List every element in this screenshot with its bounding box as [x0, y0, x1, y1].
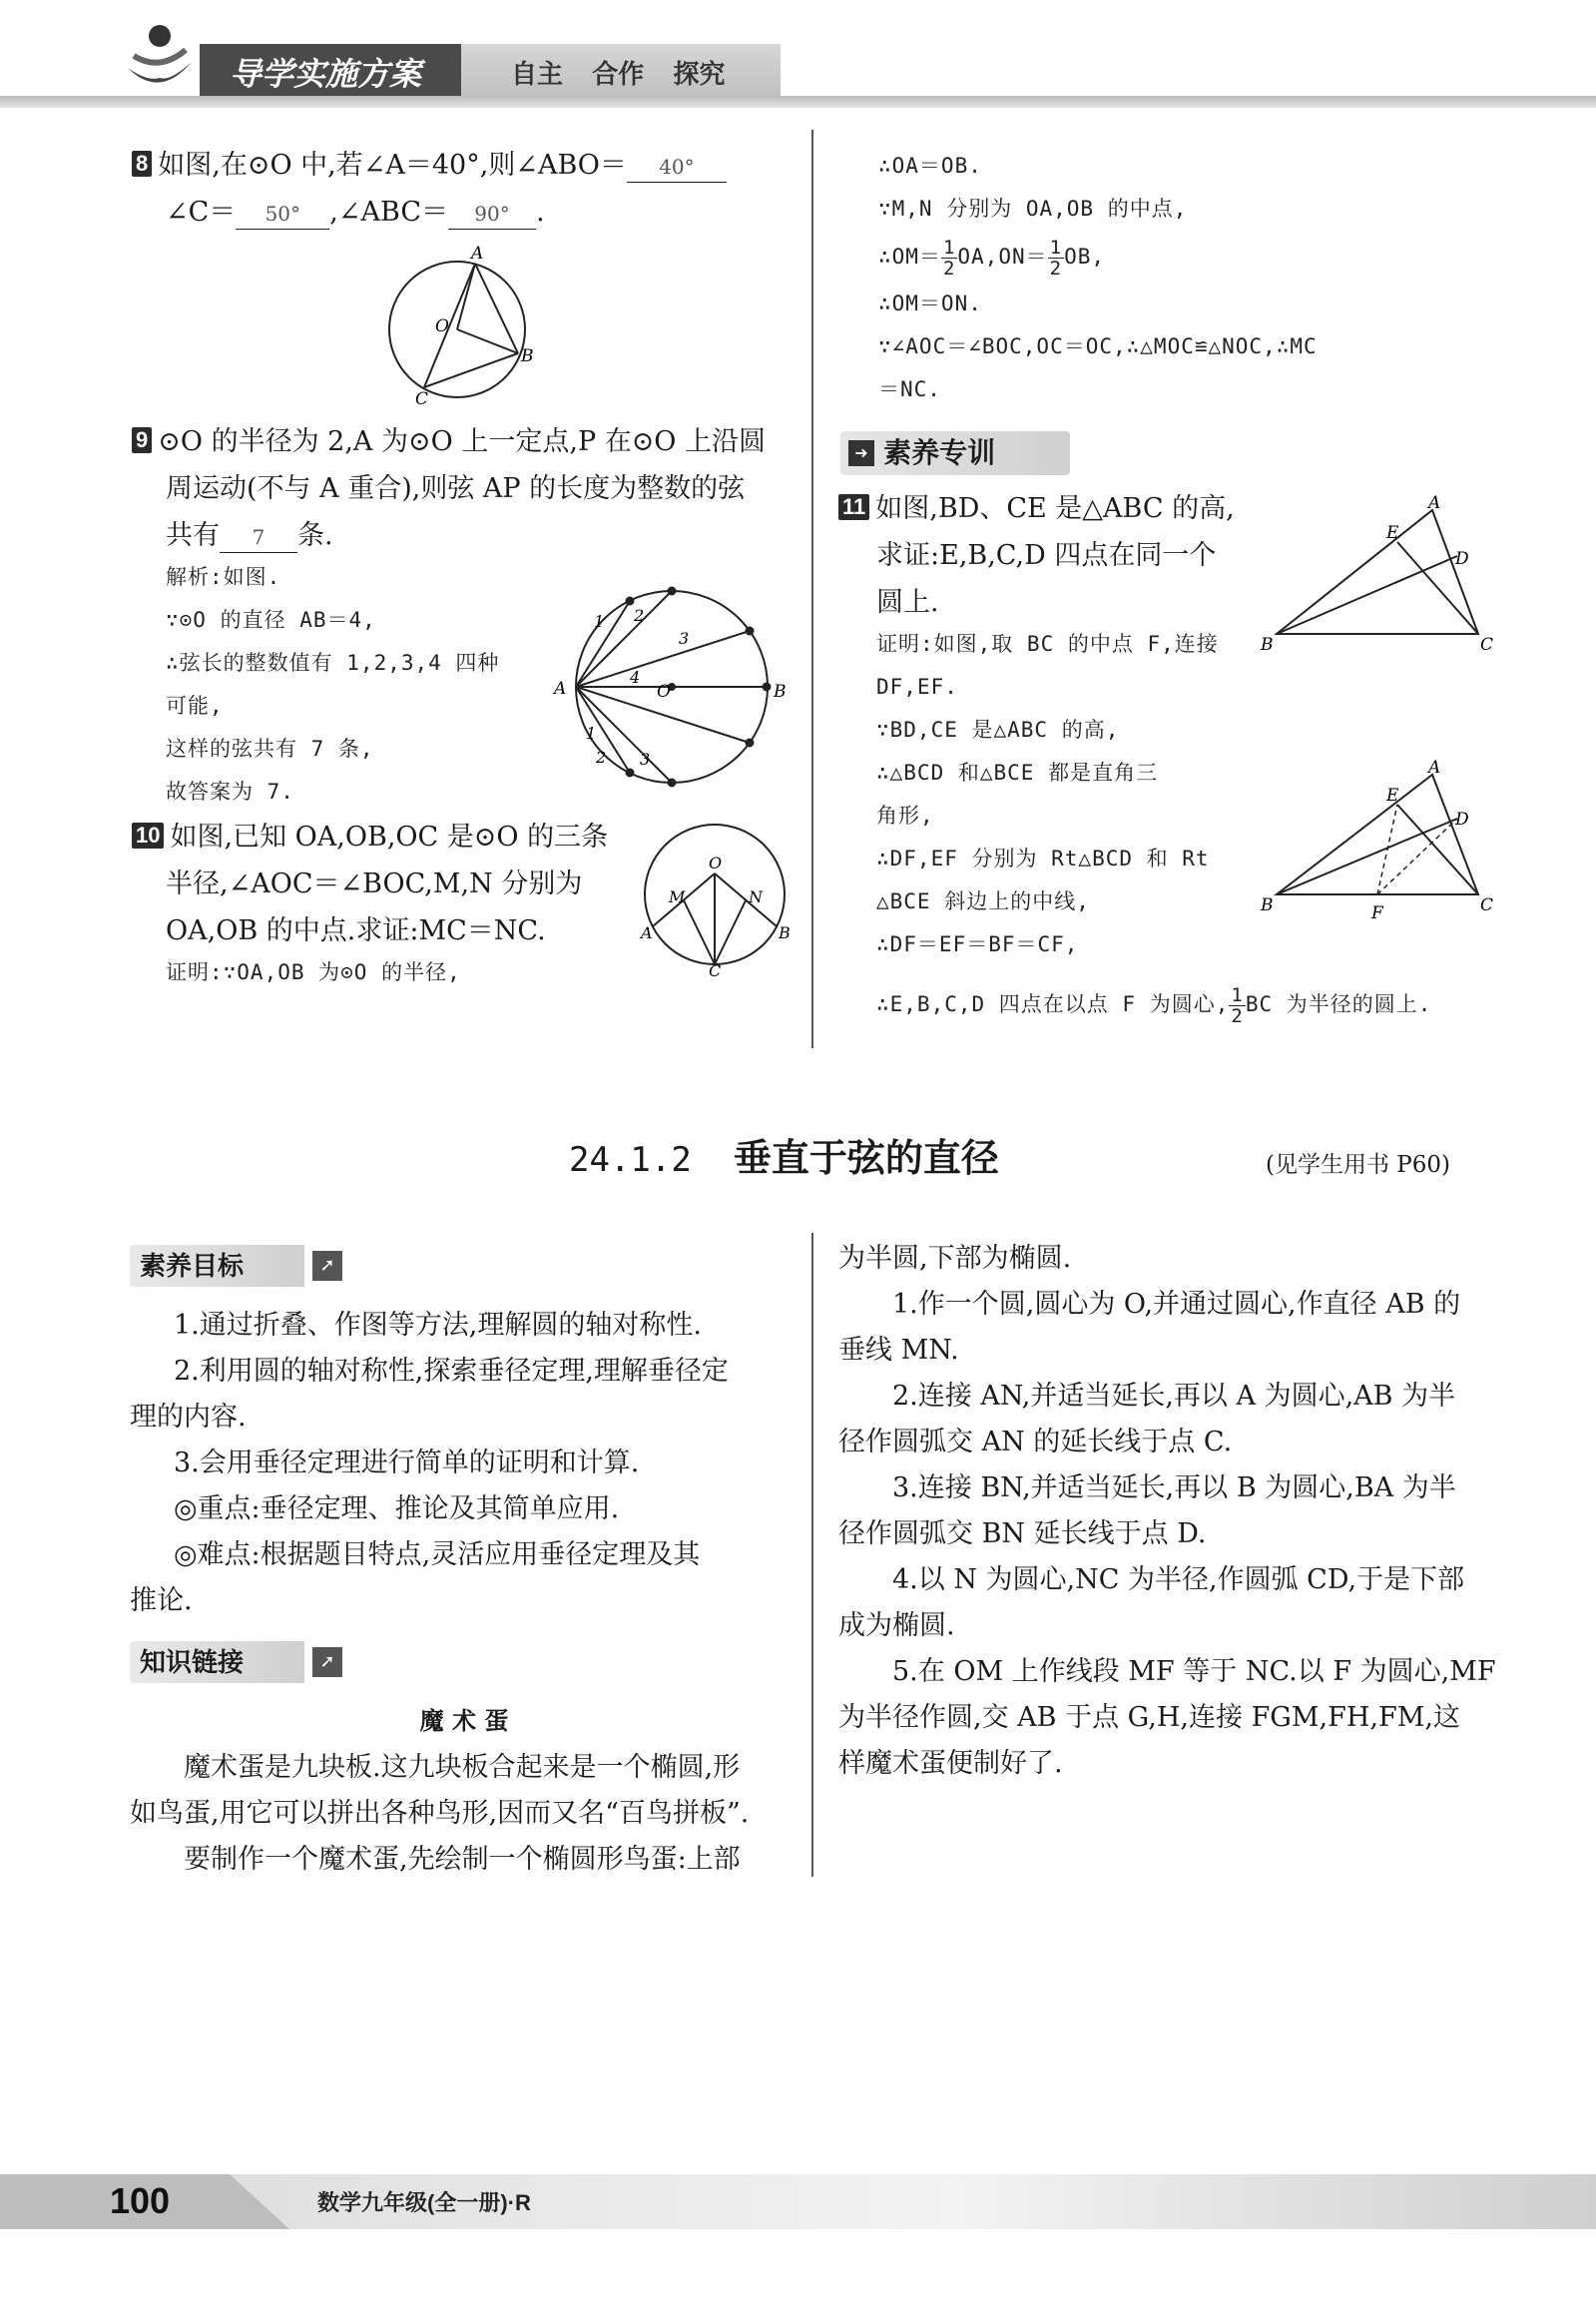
q8-line2	[166, 190, 804, 236]
q10-text-1: 如图,已知 OA,OB,OC 是⊙O 的三条	[170, 822, 609, 853]
q9-text-1: ⊙O 的半径为 2,A 为⊙O 上一定点,P 在⊙O 上沿圆	[158, 426, 767, 457]
q10-fig-label-n: N	[749, 887, 763, 906]
half-fraction	[1229, 985, 1245, 1026]
q9-fig-label-1: 1	[594, 612, 605, 631]
q8-text-1: 如图,在⊙O 中,若∠A＝40°,则∠ABO＝	[158, 150, 627, 181]
knowledge-step: 4.以 N 为圆心,NC 为半径,作圆弧 CD,于是下部	[892, 1564, 1465, 1595]
q9-fig-label-4: 4	[630, 668, 641, 687]
frac-num: 1	[942, 236, 956, 259]
frac-num: 1	[1231, 983, 1244, 1006]
half-fraction	[1048, 238, 1064, 279]
q8-answer-3: 90°	[448, 199, 536, 230]
fig2-label-c: C	[1480, 895, 1494, 915]
proof-line: ∴DF＝EF＝BF＝CF,	[876, 932, 1079, 956]
proof-line: ∴△BCD 和△BCE 都是直角三	[876, 761, 1159, 785]
q9-sol-line: 故答案为 7.	[166, 780, 294, 804]
proof-line-frac	[878, 231, 1537, 283]
q11-line3: 圆上.	[876, 587, 939, 618]
fig1-label-d: D	[1455, 549, 1469, 569]
proof-seg: OB,	[1064, 245, 1105, 269]
q9-text-3: 共有	[166, 520, 220, 551]
fig2-label-b: B	[1261, 895, 1274, 915]
goals-list	[130, 1303, 798, 1624]
q11-figure-1	[1253, 494, 1512, 664]
half-fraction	[941, 238, 957, 279]
q9-fig-label-o: O	[657, 682, 671, 702]
frac-num: 1	[1049, 236, 1063, 259]
q9-sol-line: ∵⊙O 的直径 AB＝4,	[166, 608, 376, 632]
column-divider	[811, 130, 813, 1048]
arrow-icon: ➜	[848, 440, 874, 466]
knowledge-paragraph	[130, 1745, 808, 1883]
proof-seg: OA,ON＝	[957, 245, 1048, 269]
goal-item: 理的内容.	[130, 1402, 247, 1433]
fig2-label-d: D	[1455, 810, 1469, 830]
knowledge-step: 径作圆弧交 AN 的延长线于点 C.	[838, 1427, 1233, 1457]
special-tag	[840, 431, 1070, 475]
q8-text-3: ,∠ABC＝	[329, 197, 449, 228]
q9-sol-line: 可能,	[166, 694, 224, 718]
q9-fig-label-1b: 1	[586, 724, 597, 743]
q9-sol-line: 这样的弦共有 7 条,	[166, 737, 374, 761]
q8-text-2: ∠C＝	[166, 197, 237, 228]
q10-figure	[639, 819, 798, 978]
goal-item: 3.会用垂径定理进行简单的证明和计算.	[174, 1448, 640, 1478]
q9-fig-label-3: 3	[679, 629, 690, 648]
q8-text-4: .	[536, 197, 545, 228]
fig2-label-f: F	[1371, 903, 1383, 923]
q9-answer: 7	[220, 522, 297, 553]
q9-fig-label-2: 2	[634, 606, 645, 625]
section-number: 24.1.2	[569, 1140, 692, 1180]
q11-number: 11	[838, 494, 869, 520]
knowledge-subtitle: 魔 术 蛋	[419, 1707, 509, 1735]
knowledge-step: 为半圆,下部为椭圆.	[838, 1243, 1072, 1274]
q11-figure-2	[1253, 759, 1512, 928]
q10-fig-label-a: A	[641, 923, 653, 942]
fig2-label-a: A	[1428, 759, 1441, 778]
goal-item: 2.利用圆的轴对称性,探索垂径定理,理解垂径定	[174, 1356, 729, 1387]
knowledge-step: 成为椭圆.	[838, 1610, 955, 1641]
page-number: 100	[110, 2180, 171, 2221]
q9-fig-label-3b: 3	[640, 750, 651, 769]
arrow-icon: ➚	[312, 1251, 342, 1281]
proof-line: ∵BD,CE 是△ABC 的高,	[876, 718, 1120, 742]
proof-line: ∴OA＝OB.	[878, 154, 982, 178]
proof-seg: ∴E,B,C,D 四点在以点 F 为圆心,	[876, 992, 1230, 1016]
proof-line: 角形,	[876, 804, 934, 828]
proof-line: 证明:如图,取 BC 的中点 F,连接	[876, 632, 1219, 656]
goal-item: 推论.	[130, 1585, 193, 1616]
q9-figure	[534, 557, 794, 797]
q11-line2: 求证:E,B,C,D 四点在同一个	[876, 540, 1217, 571]
q10-proof-continued	[878, 145, 1537, 411]
frac-den: 2	[942, 257, 956, 280]
q9-fig-label-b: B	[774, 682, 787, 702]
q9-sol-line: ∴弦长的整数值有 1,2,3,4 四种	[166, 651, 500, 675]
logo-icon	[120, 22, 200, 102]
proof-line: ∵∠AOC＝∠BOC,OC＝OC,∴△MOC≌△NOC,∴MC	[878, 334, 1318, 358]
header-title: 导学实施方案	[200, 44, 461, 104]
frac-den: 2	[1231, 1004, 1244, 1027]
knowledge-step: 5.在 OM 上作线段 MF 等于 NC.以 F 为圆心,MF	[892, 1656, 1496, 1687]
proof-line: ∵M,N 分别为 OA,OB 的中点,	[878, 197, 1188, 221]
q10-line1	[132, 815, 651, 861]
goals-tag: 素养目标	[130, 1245, 304, 1287]
q10-number: 10	[132, 823, 164, 849]
q8-fig-label-b: B	[521, 346, 534, 366]
q8-figure	[379, 240, 549, 414]
knowledge-steps	[838, 1236, 1507, 1787]
q9-text-4: 条.	[297, 520, 333, 551]
q9-fig-label-2b: 2	[596, 748, 607, 767]
goal-item: ◎重点:垂径定理、推论及其简单应用.	[174, 1493, 620, 1524]
knowledge-step: 径作圆弧交 BN 延长线于点 D.	[838, 1518, 1207, 1549]
fig1-label-e: E	[1386, 523, 1399, 543]
header-tags: 自主 合作 探究	[461, 44, 781, 104]
knowledge-step: 为半径作圆,交 AB 于点 G,H,连接 FGM,FH,FM,这	[838, 1702, 1460, 1733]
knowledge-step: 2.连接 AN,并适当延长,再以 A 为圆心,AB 为半	[892, 1381, 1456, 1412]
q10-fig-label-c: C	[709, 961, 722, 978]
proof-line: ∴DF,EF 分别为 Rt△BCD 和 Rt	[876, 847, 1210, 870]
q10-proof-start: 证明:∵OA,OB 为⊙O 的半径,	[166, 960, 461, 984]
knowledge-step: 3.连接 BN,并适当延长,再以 B 为圆心,BA 为半	[892, 1472, 1456, 1503]
q10-line2: 半径,∠AOC＝∠BOC,M,N 分别为	[166, 869, 583, 899]
knowledge-line: 要制作一个魔术蛋,先绘制一个椭圆形鸟蛋:上部	[184, 1844, 741, 1875]
proof-line: △BCE 斜边上的中线,	[876, 889, 1090, 913]
q8-answer-2: 50°	[236, 199, 329, 230]
knowledge-line: 如鸟蛋,用它可以拼出各种鸟形,因而又名“百鸟拼板”.	[130, 1798, 750, 1829]
arrow-icon: ➚	[312, 1647, 342, 1677]
section-heading	[569, 1128, 1128, 1188]
section-ref: (见学生用书 P60)	[1266, 1152, 1450, 1178]
proof-line: ＝NC.	[878, 377, 941, 401]
q10-fig-label-o: O	[709, 854, 723, 872]
q8-fig-label-o: O	[435, 316, 449, 336]
fig2-label-e: E	[1386, 786, 1399, 806]
fig1-label-c: C	[1480, 635, 1494, 655]
header-bar	[0, 96, 1596, 108]
footer-book-title: 数学九年级(全一册)·R	[317, 2190, 531, 2215]
q9-fig-label-a: A	[554, 679, 567, 699]
knowledge-line: 魔术蛋是九块板.这九块板合起来是一个椭圆,形	[184, 1752, 741, 1783]
q9-solution	[166, 556, 565, 814]
q11-proof	[876, 623, 1256, 966]
q9-line1	[132, 419, 810, 465]
knowledge-tag: 知识链接	[130, 1641, 304, 1683]
knowledge-step: 1.作一个圆,圆心为 O,并通过圆心,作直径 AB 的	[892, 1289, 1461, 1320]
q8-number: 8	[132, 151, 152, 177]
q11-conclusion	[876, 978, 1575, 1030]
q8-answer-1: 40°	[627, 152, 727, 183]
q10-fig-label-m: M	[669, 887, 686, 906]
goal-item: 1.通过折叠、作图等方法,理解圆的轴对称性.	[174, 1310, 702, 1341]
proof-seg: ∴OM＝	[878, 245, 941, 269]
q8-fig-label-a: A	[471, 244, 484, 264]
column-divider-lower	[811, 1233, 813, 1877]
q9-line2: 周运动(不与 A 重合),则弦 AP 的长度为整数的弦	[166, 473, 746, 504]
q8-fig-label-c: C	[415, 389, 429, 409]
q11-text-1: 如图,BD、CE 是△ABC 的高,	[875, 493, 1235, 524]
goal-item: ◎难点:根据题目特点,灵活应用垂径定理及其	[174, 1539, 701, 1570]
q10-fig-label-b: B	[779, 923, 791, 942]
proof-seg: BC 为半径的圆上.	[1245, 992, 1432, 1016]
proof-line: DF,EF.	[876, 675, 958, 699]
fig1-label-a: A	[1428, 494, 1441, 513]
q10-line3: OA,OB 的中点.求证:MC＝NC.	[166, 915, 546, 946]
knowledge-step: 样魔术蛋便制好了.	[838, 1748, 1063, 1779]
section-title: 垂直于弦的直径	[733, 1136, 999, 1180]
frac-den: 2	[1049, 257, 1063, 280]
fig1-label-b: B	[1261, 635, 1274, 655]
proof-line: ∴OM＝ON.	[878, 291, 982, 315]
q11-line1	[838, 486, 1258, 532]
q9-line3	[166, 513, 814, 559]
special-title: 素养专训	[883, 437, 996, 468]
q9-number: 9	[132, 427, 152, 453]
q8-line1	[132, 143, 800, 189]
q9-sol-line: 解析:如图.	[166, 565, 281, 589]
knowledge-step: 垂线 MN.	[838, 1335, 959, 1366]
